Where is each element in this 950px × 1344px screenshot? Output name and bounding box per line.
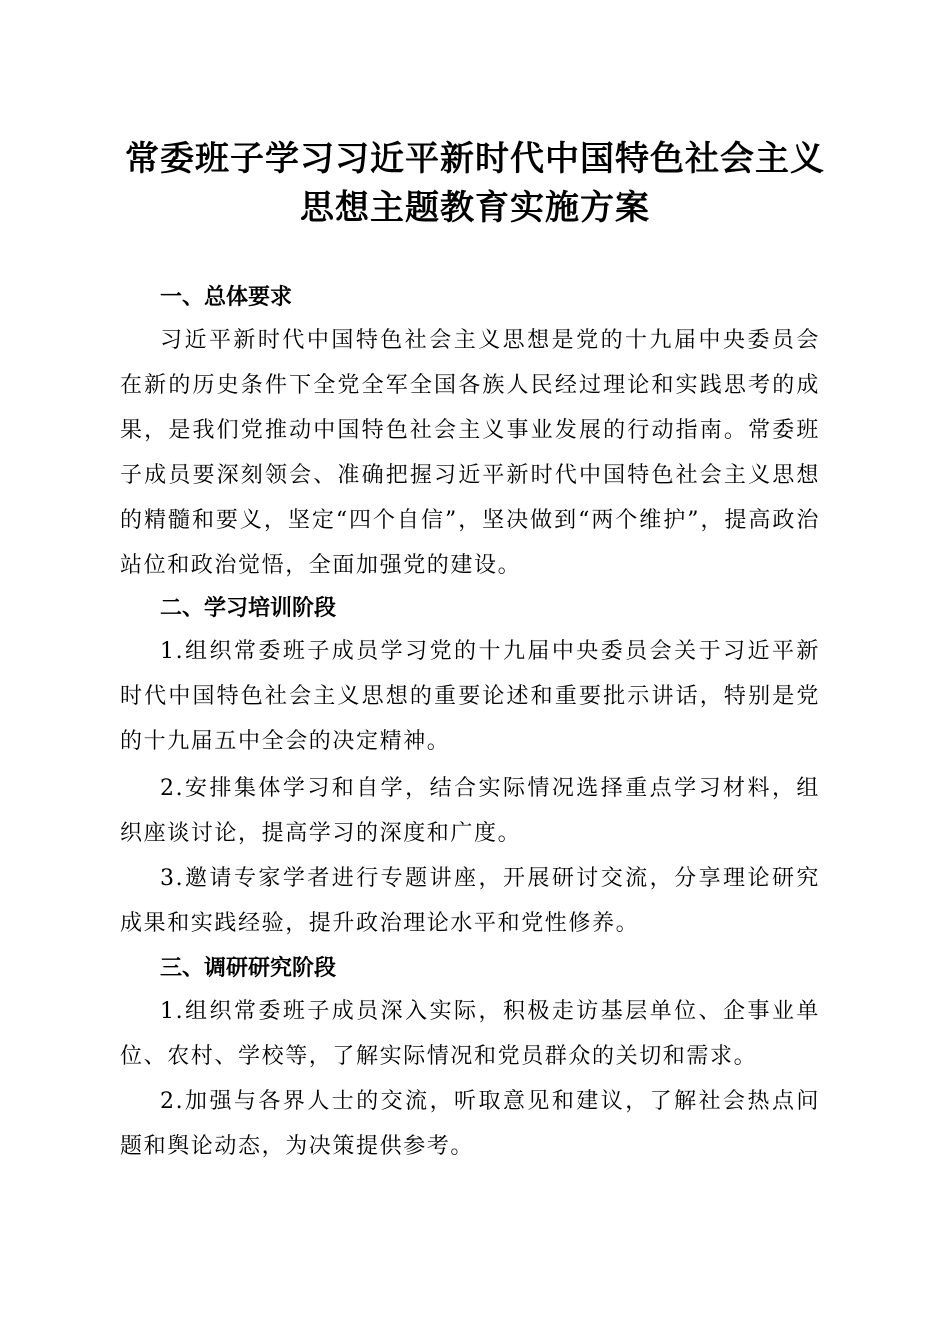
paragraph-research-item-1: 1.组织常委班子成员深入实际，积极走访基层单位、企事业单位、农村、学校等，了解实际情况和党员群众的关切和需求。 xyxy=(120,999,820,1069)
section-heading-general-requirements: 一、总体要求 xyxy=(160,285,293,310)
paragraph-study-item-2: 2.安排集体学习和自学，结合实际情况选择重点学习材料，组织座谈讨论，提高学习的深度和广度。 xyxy=(120,776,820,846)
paragraph-general-requirements: 习近平新时代中国特色社会主义思想是党的十九届中央委员会在新的历史条件下全党全军全国各族人民经过理论和实践思考的成果，是我们党推动中国特色社会主义事业发展的行动指南。常委班子成员要深刻领会、准确把握习近平新时代中国特色社会主义思想的精髓和要义，坚定“四个自信”，坚决做到“两个维护”，提高政治站位和政治觉悟，全面加强党的建设。 xyxy=(120,328,820,578)
paragraph-study-item-1: 1.组织常委班子成员学习党的十九届中央委员会关于习近平新时代中国特色社会主义思想的重要论述和重要批示讲话，特别是党的十九届五中全会的决定精神。 xyxy=(120,639,820,754)
document-title-line2: 思想主题教育实施方案 xyxy=(300,188,650,228)
section-heading-research: 三、调研研究阶段 xyxy=(160,956,337,981)
document-title-line1: 常委班子学习习近平新时代中国特色社会主义 xyxy=(125,139,825,179)
section-heading-study-training: 二、学习培训阶段 xyxy=(160,596,337,621)
paragraph-research-item-2: 2.加强与各界人士的交流，听取意见和建议，了解社会热点问题和舆论动态，为决策提供参考。 xyxy=(120,1089,820,1159)
paragraph-study-item-3: 3.邀请专家学者进行专题讲座，开展研讨交流，分享理论研究成果和实践经验，提升政治理论水平和党性修养。 xyxy=(120,866,820,936)
